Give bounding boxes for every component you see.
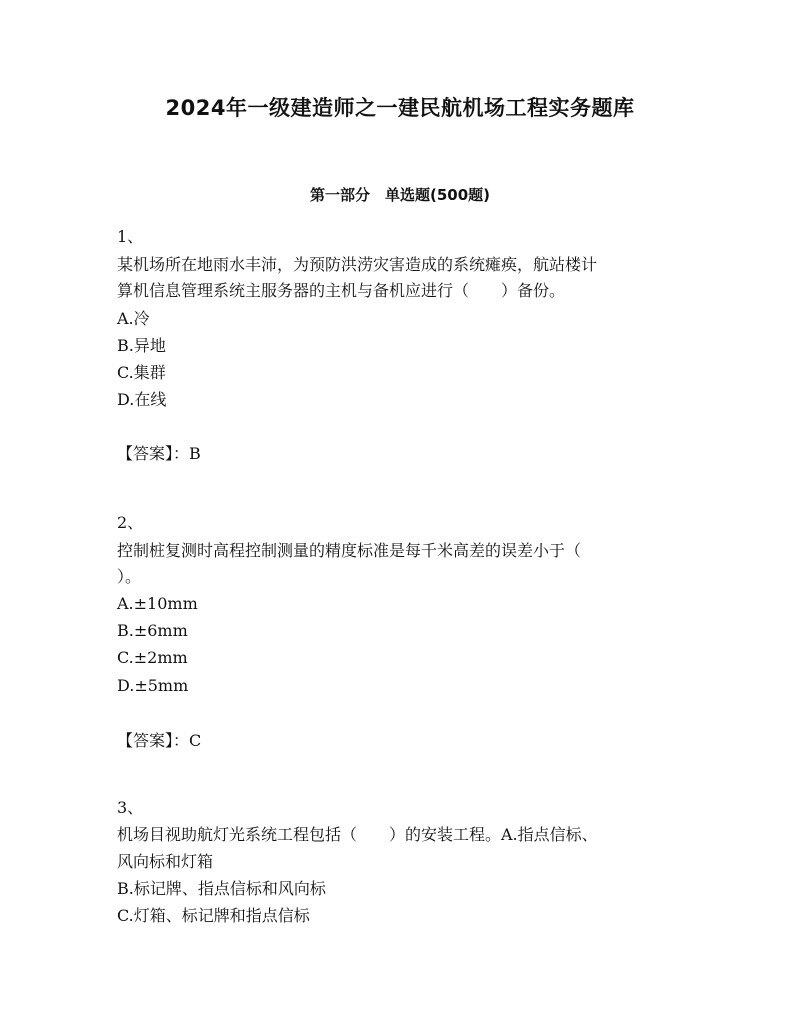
option-b: B.标记牌、指点信标和风向标 xyxy=(117,879,326,898)
option-b: B.异地 xyxy=(117,336,166,355)
question-stem-line: 机场目视助航灯光系统工程包括（ ）的安装工程。A.指点信标、 xyxy=(117,825,598,844)
question-stem-line: 风向标和灯箱 xyxy=(117,852,214,871)
option-c: C.灯箱、标记牌和指点信标 xyxy=(117,906,310,925)
section-heading: 第一部分 单选题(500题) xyxy=(309,186,491,204)
option-b: B.±6mm xyxy=(117,621,188,640)
option-d: D.±5mm xyxy=(117,676,189,695)
document-title: 2024年一级建造师之一建民航机场工程实务题库 xyxy=(165,96,635,120)
option-a: A.±10mm xyxy=(117,594,198,613)
question-number: 2、 xyxy=(117,513,144,532)
question-number: 1、 xyxy=(117,227,144,246)
answer-line: 【答案】：B xyxy=(117,444,201,463)
option-c: C.集群 xyxy=(117,363,166,382)
question-stem-line: 控制桩复测时高程控制测量的精度标准是每千米高差的误差小于（ xyxy=(117,541,582,560)
question-stem-line: 某机场所在地雨水丰沛，为预防洪涝灾害造成的系统瘫痪，航站楼计 xyxy=(117,255,598,274)
question-stem-line: 算机信息管理系统主服务器的主机与备机应进行（ ）备份。 xyxy=(117,281,566,300)
question-stem-line: ）。 xyxy=(117,567,142,586)
option-d: D.在线 xyxy=(117,390,167,409)
answer-line: 【答案】：C xyxy=(117,731,202,750)
option-a: A.冷 xyxy=(117,309,150,328)
question-number: 3、 xyxy=(117,798,144,817)
option-c: C.±2mm xyxy=(117,648,188,667)
